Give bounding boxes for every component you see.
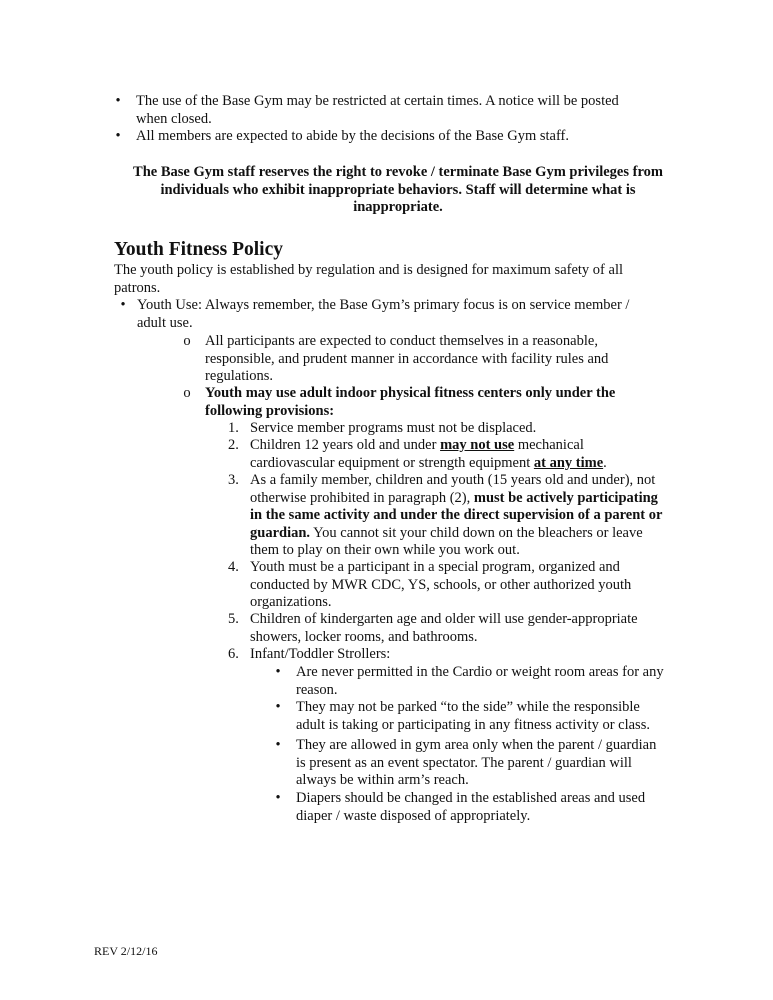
item4-line2: conducted by MWR CDC, YS, schools, or other authorized youth [250, 576, 632, 593]
numbered-item-4 [250, 559, 690, 612]
stroller-3-line1: They are allowed in gym area only when the parent / guardian [296, 737, 657, 753]
item4-line3: organizations. [250, 594, 332, 610]
youth-provisions-item [205, 385, 685, 420]
number-6: 6. [228, 646, 239, 662]
stroller-2-line2: adult is taking or participating in any fitness activity or class. [296, 716, 650, 733]
sub1-line3: regulations. [205, 368, 274, 384]
item2-text-a: Children 12 years old and under [250, 437, 441, 453]
number-5: 5. [228, 611, 239, 627]
number-2: 2. [228, 437, 239, 453]
bullet-icon: • [275, 664, 281, 680]
stroller-3-line3: always be within arm’s reach. [296, 772, 469, 788]
stroller-4-line2: diaper / waste disposed of appropriately. [296, 807, 531, 824]
item2-line2-a: cardiovascular equipment or strength equipment [250, 454, 534, 471]
bullet-icon: • [115, 93, 121, 109]
intro-line1: The youth policy is established by regulation and is designed for maximum safety of all [114, 262, 624, 278]
staff-notice [118, 164, 678, 217]
item2-line2-c: . [603, 454, 607, 471]
sub1-line1: All participants are expected to conduct themselves in a reasonable, [205, 333, 598, 349]
top-bullet-1 [136, 93, 696, 128]
bullet-icon: • [115, 128, 121, 144]
numbered-item-5 [250, 611, 690, 646]
item3-line2-b: must be actively participating [473, 489, 658, 506]
number-1: 1. [228, 420, 239, 436]
top-bullet-2 [136, 128, 696, 146]
section-intro [114, 262, 674, 297]
sub2-line1: Youth may use adult indoor physical fitness centers only under the [205, 385, 616, 401]
numbered-item-3 [250, 472, 695, 560]
stroller-4-line1: Diapers should be changed in the established areas and used [296, 790, 646, 806]
item2-emphasis-may-not-use: may not use [440, 437, 515, 453]
numbered-item-6: Infant/Toddler Strollers: [250, 646, 391, 662]
top-bullet-1-line2: when closed. [136, 110, 212, 127]
bullet-icon: • [120, 297, 126, 313]
stroller-item-2 [296, 699, 696, 734]
item2-text-c: mechanical [514, 437, 584, 453]
intro-line2: patrons. [114, 279, 161, 296]
stroller-item-1 [296, 664, 696, 699]
number-4: 4. [228, 559, 239, 575]
item3-line4-b: You cannot sit your child down on the bleachers or leave [310, 524, 643, 541]
sub1-line2: responsible, and prudent manner in accordance with facility rules and [205, 350, 609, 367]
item3-line1: As a family member, children and youth (15 years old and under), not [250, 472, 656, 488]
bullet-icon: • [275, 699, 281, 715]
item5-line1: Children of kindergarten age and older will use gender-appropriate [250, 611, 638, 627]
stroller-1-line2: reason. [296, 681, 338, 698]
section-heading: Youth Fitness Policy [114, 239, 284, 260]
stroller-3-line2: is present as an event spectator. The parent / guardian will [296, 754, 632, 771]
number-3: 3. [228, 472, 239, 488]
youth-use-item [137, 297, 697, 332]
youth-use-line1: Youth Use: Always remember, the Base Gym’s primary focus is on service member / [137, 297, 630, 313]
stroller-2-line1: They may not be parked “to the side” while the responsible [296, 699, 640, 715]
bullet-icon: • [275, 790, 281, 806]
notice-line2: individuals who exhibit inappropriate behaviors. Staff will determine what is [160, 181, 636, 198]
numbered-item-2 [250, 437, 690, 472]
bullet-icon: • [275, 737, 281, 753]
top-bullet-1-line1: The use of the Base Gym may be restricted at certain times. A notice will be posted [136, 93, 619, 109]
sub2-line2: following provisions: [205, 402, 335, 419]
stroller-item-4 [296, 790, 696, 825]
circle-bullet-icon: o [183, 333, 191, 349]
notice-line1: The Base Gym staff reserves the right to revoke / terminate Base Gym privileges from [133, 164, 663, 180]
revision-footer: REV 2/12/16 [94, 944, 158, 958]
numbered-item-1: Service member programs must not be displaced. [250, 420, 537, 436]
notice-line3: inappropriate. [353, 199, 443, 215]
item3-line4-a: guardian. [250, 524, 311, 541]
item3-line3: in the same activity and under the direct supervision of a parent or [250, 507, 663, 523]
stroller-1-line1: Are never permitted in the Cardio or weight room areas for any [296, 664, 664, 680]
item4-line1: Youth must be a participant in a special program, organized and [250, 559, 620, 575]
item3-line2-a: otherwise prohibited in paragraph (2), [250, 489, 474, 506]
participants-conduct-item [205, 333, 685, 386]
youth-use-line2: adult use. [137, 314, 193, 331]
item5-line2: showers, locker rooms, and bathrooms. [250, 628, 478, 645]
circle-bullet-icon: o [183, 385, 191, 401]
top-bullet-2-line1: All members are expected to abide by the decisions of the Base Gym staff. [136, 128, 569, 144]
item2-emphasis-any-time: at any time [533, 454, 604, 471]
item3-line5: them to play on their own while you work out. [250, 542, 520, 558]
stroller-item-3 [296, 737, 696, 790]
